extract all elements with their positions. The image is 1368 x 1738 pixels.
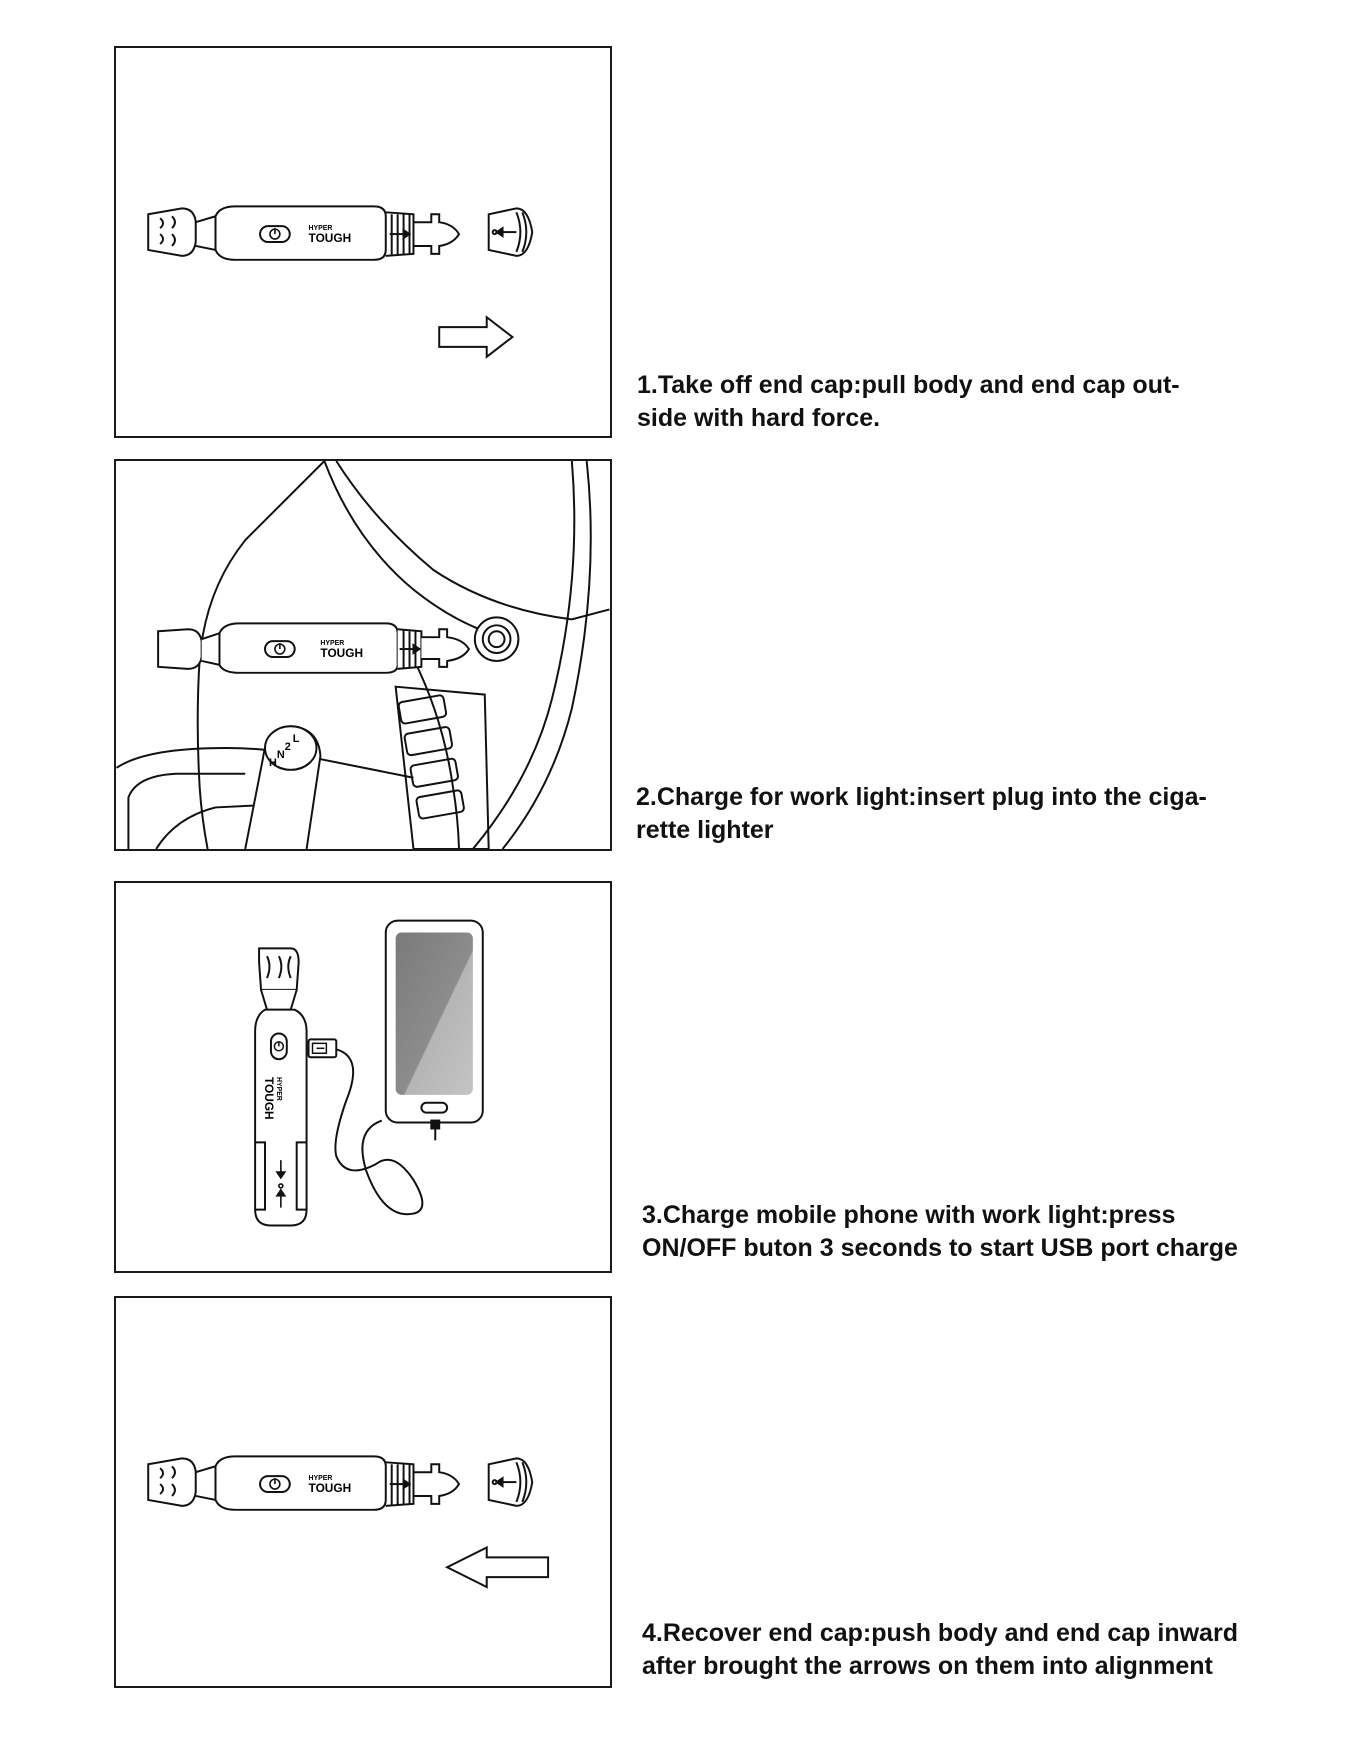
brand-logo-bottom: TOUGH xyxy=(262,1077,277,1120)
step-4-caption-line-2: after brought the arrows on them into alignment xyxy=(642,1652,1213,1680)
gear-label-h: H xyxy=(268,756,277,769)
flashlight-detached-drawing xyxy=(116,48,610,436)
power-icon xyxy=(260,1476,290,1492)
step-1-illustration xyxy=(114,46,612,438)
power-icon xyxy=(265,641,295,657)
step-3-illustration xyxy=(114,881,612,1273)
step-2-illustration xyxy=(114,459,612,851)
gear-label-2: 2 xyxy=(284,741,291,754)
step-3-caption-line-2: ON/OFF buton 3 seconds to start USB port charge xyxy=(642,1234,1238,1262)
step-2-caption-line-1: 2.Charge for work light:insert plug into the ciga- xyxy=(636,783,1207,811)
gear-label-n: N xyxy=(276,748,285,761)
step-4-caption xyxy=(642,1617,1238,1683)
step-3-caption xyxy=(642,1199,1238,1265)
brand-logo-top: HYPER xyxy=(320,640,345,648)
step-4-illustration xyxy=(114,1296,612,1688)
car-dashboard-drawing xyxy=(116,461,610,849)
gear-label-l: L xyxy=(292,733,300,746)
brand-logo-bottom: TOUGH xyxy=(308,1481,352,1495)
brand-logo-bottom: TOUGH xyxy=(320,645,364,660)
brand-logo-bottom: TOUGH xyxy=(308,230,352,245)
step-1-caption xyxy=(637,369,1180,435)
step-3-caption-line-1: 3.Charge mobile phone with work light:press xyxy=(642,1201,1176,1229)
step-2-caption-line-2: rette lighter xyxy=(636,816,774,844)
flashlight-reattach-drawing xyxy=(116,1298,610,1686)
step-4-caption-line-1: 4.Recover end cap:push body and end cap inward xyxy=(642,1619,1238,1647)
brand-logo-top: HYPER xyxy=(274,1077,282,1101)
step-1-caption-line-1: 1.Take off end cap:pull body and end cap out- xyxy=(637,371,1180,399)
step-2-caption xyxy=(636,781,1207,847)
power-icon xyxy=(260,226,290,242)
step-1-caption-line-2: side with hard force. xyxy=(637,404,881,432)
brand-logo-top: HYPER xyxy=(308,1475,333,1483)
phone-charging-drawing xyxy=(116,883,610,1271)
power-icon xyxy=(271,1033,287,1059)
brand-logo-top: HYPER xyxy=(308,225,333,233)
